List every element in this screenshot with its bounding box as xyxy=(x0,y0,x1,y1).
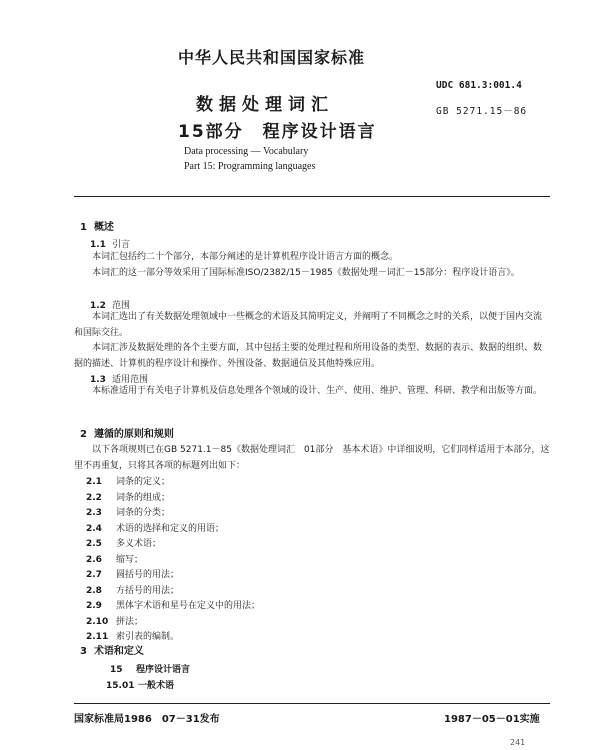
english-title-line-1: Data processing — Vocabulary xyxy=(184,146,309,157)
rule-item-text: 黑体字术语和星号在定义中的用法； xyxy=(116,601,261,611)
gb-code: GB 5271.15－86 xyxy=(436,106,528,117)
rule-item-text: 缩写； xyxy=(116,554,144,565)
rule-item xyxy=(86,490,170,503)
rule-item-text: 词条的定义； xyxy=(116,477,171,487)
title-line-2: 15部分 程序设计语言 xyxy=(178,122,377,142)
rule-item-number: 2.8 xyxy=(86,585,102,596)
header-rule xyxy=(74,196,550,197)
rule-item xyxy=(86,521,224,534)
section-1-number: 1 xyxy=(80,222,87,233)
rule-item-text: 圆括号的用法； xyxy=(116,570,180,580)
subsection-1-1-number: 1.1 xyxy=(90,240,106,250)
rule-item xyxy=(86,614,143,627)
rule-item-text: 拼法； xyxy=(116,616,144,627)
rule-item-number: 2.9 xyxy=(86,601,102,611)
paragraph-1-3: 本标准适用于有关电子计算机及信息处理各个领域的设计、生产、使用、维护、管理、科研、教学和出版等方面。 xyxy=(92,386,543,396)
subsection-1-2-title: 范围 xyxy=(112,301,131,311)
term-group-15-number: 15 xyxy=(110,665,123,675)
rule-item xyxy=(86,629,179,642)
rule-item-number: 2.1 xyxy=(86,477,102,487)
rule-item xyxy=(86,583,179,596)
rule-item-number: 2.4 xyxy=(86,523,102,534)
subsection-1-3-title: 适用范围 xyxy=(112,375,149,385)
subsection-1-1-heading xyxy=(90,237,130,250)
rule-item-text: 多义术语； xyxy=(116,539,162,549)
title-line-1: 数据处理词汇 xyxy=(196,95,334,115)
rule-item xyxy=(86,505,170,518)
rule-item-text: 词条的分类； xyxy=(116,508,171,518)
paragraph-1-1-b: 本词汇的这一部分等效采用了国际标准ISO/2382/15－1985《数据处理－词汇－15部分：程序设计语言》。 xyxy=(92,268,520,278)
rule-item xyxy=(86,567,179,580)
term-group-15-01-title: 一般术语 xyxy=(138,681,175,691)
rule-item-text: 词条的组成； xyxy=(116,492,171,503)
term-group-15 xyxy=(110,662,190,675)
rule-item xyxy=(86,474,170,487)
paragraph-1-1-a: 本词汇包括约二十个部分，本部分阐述的是计算机程序设计语言方面的概念。 xyxy=(92,252,399,262)
rule-item-text: 索引表的编制。 xyxy=(116,632,180,642)
rule-item-number: 2.6 xyxy=(86,554,102,565)
section-1-heading xyxy=(80,218,114,233)
term-group-15-01-number: 15.01 xyxy=(106,681,135,691)
paragraph-1-2-a: 本词汇选出了有关数据处理领域中一些概念的术语及其简明定义，并阐明了不同概念之时的关系，以便于国内交流和国际交往。 xyxy=(74,312,543,338)
section-2-title: 遵循的原则和规则 xyxy=(93,429,174,440)
paragraph-1-2-b: 本词汇涉及数据处理的各个主要方面，其中包括主要的处理过程和所用设备的类型、数据的表示、数据的组织、数据的描述、计算机的程序设计和操作、外围设备、数据通信及其他特殊应用。 xyxy=(74,343,543,369)
rule-item-number: 2.3 xyxy=(86,508,102,518)
rule-item xyxy=(86,552,143,565)
section-2-number: 2 xyxy=(80,429,87,440)
paragraph-2-intro: 以下各项规则已在GB 5271.1－85《数据处理词汇 01部分 基本术语》中详细说明，它们同样适用于本部分，这里不再重复，只将其各项的标题列出如下： xyxy=(74,445,550,471)
rule-item-number: 2.7 xyxy=(86,570,102,580)
standard-name: 中华人民共和国国家标准 xyxy=(178,48,366,67)
issued-date: 国家标准局1986 07－31发布 xyxy=(74,714,220,725)
page-number: 241 xyxy=(510,738,526,747)
section-3-heading xyxy=(80,642,144,657)
effective-date: 1987－05－01实施 xyxy=(444,714,540,725)
rule-item-text: 术语的选择和定义的用语； xyxy=(116,523,225,534)
term-group-15-01 xyxy=(106,678,174,691)
rule-item-number: 2.5 xyxy=(86,539,102,549)
subsection-1-2-number: 1.2 xyxy=(90,301,106,311)
rule-item-number: 2.10 xyxy=(86,616,109,627)
subsection-1-3-number: 1.3 xyxy=(90,375,106,385)
section-3-number: 3 xyxy=(80,646,87,657)
section-3-title: 术语和定义 xyxy=(93,646,144,657)
term-group-15-title: 程序设计语言 xyxy=(136,665,191,675)
rule-item-number: 2.11 xyxy=(86,632,109,642)
subsection-1-1-title: 引言 xyxy=(112,240,131,250)
rule-item xyxy=(86,598,260,611)
rule-item xyxy=(86,536,161,549)
section-1-title: 概述 xyxy=(93,222,114,233)
english-title-line-2: Part 15: Programming languages xyxy=(184,161,316,172)
rule-item-number: 2.2 xyxy=(86,492,102,503)
section-2-heading xyxy=(80,425,174,440)
footer-rule xyxy=(74,703,550,704)
udc-code: UDC 681.3:001.4 xyxy=(436,80,522,91)
rule-item-text: 方括号的用法； xyxy=(116,585,180,596)
